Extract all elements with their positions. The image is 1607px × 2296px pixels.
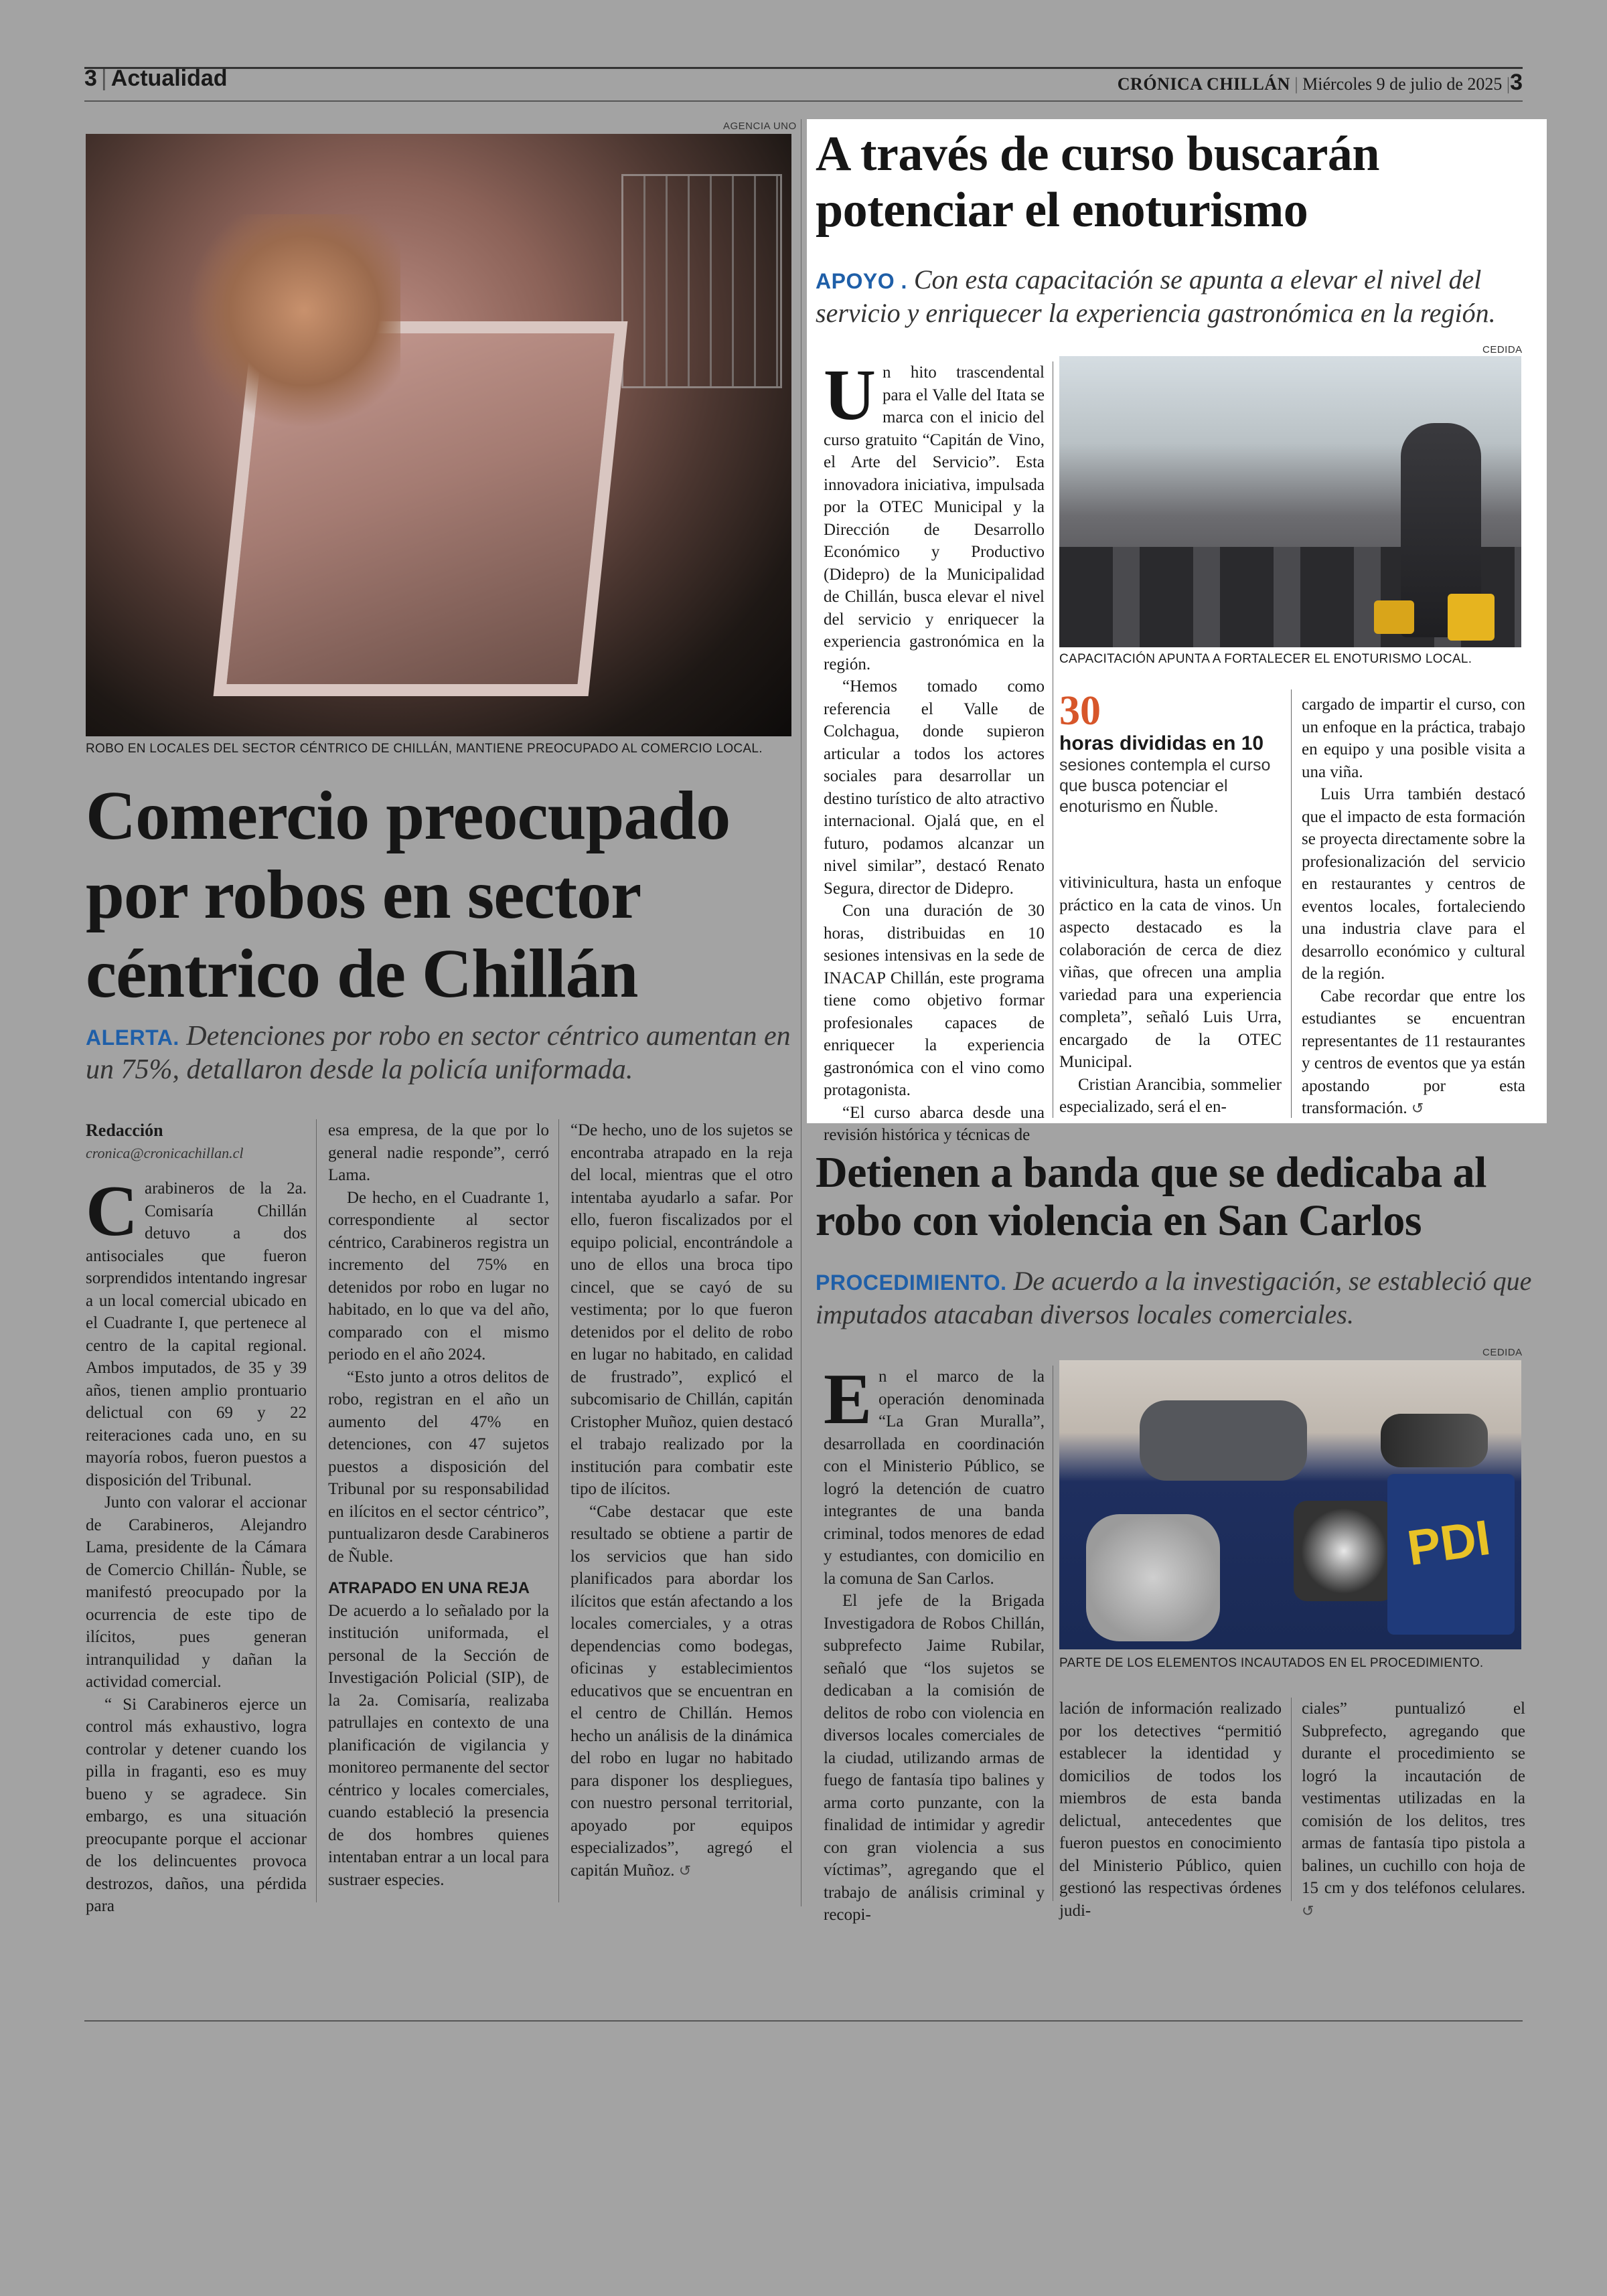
- paragraph: De acuerdo a lo señalado por la institución uniformada, el personal de la Sección de Investigación Policial (SIP), de la 2a. Comisaría, realizaba patrullajes en contexto de una planificación de vigilancia y monitoreo permanente del sector céntrico y locales comerciales, cuando estableció la presencia de dos hombres quienes intentaban entrar a un local para sustraer especies.: [328, 1601, 549, 1889]
- subheading: ATRAPADO EN UNA REJA: [328, 1579, 530, 1597]
- paragraph: lación de información realizado por los detectives “permitió establecer la identidad y domicilios de todos los miembros de esta banda delictual, antecedentes que fueron puestos en conocimiento del Ministerio Público, quien gestionó las respectivas órdenes judi-: [1059, 1700, 1282, 1920]
- page-number-right: 3: [1510, 70, 1523, 95]
- photo-credit: CEDIDA: [1482, 1347, 1523, 1358]
- paragraph-text: “Cabe destacar que este resultado se obtiene a partir de los servicios que han sido planificados para abordar los ilícitos que están afectando a los locales comerciales, y a otras dependencias como bodegas, oficinas y establecimientos educativos que se encuentran en el centro de Chillán. Hemos hecho un análisis de la dinámica del robo en lugar no habitado para disponer los despliegues, con nuestro personal territorial, apoyado por equipos especializados”, agregó el capitán Muñoz.: [570, 1502, 793, 1880]
- paragraph: Cristian Arancibia, sommelier especializado, será el en-: [1059, 1075, 1282, 1116]
- paragraph: cargado de impartir el curso, con un enfoque en la práctica, trabajo en equipo y una posible visita a una viña.: [1302, 695, 1525, 781]
- article-headline: Detienen a banda que se dedicaba al robo con violencia en San Carlos: [816, 1148, 1486, 1245]
- end-mark-icon: ↺: [1411, 1100, 1424, 1117]
- byline: Redacción: [86, 1121, 163, 1140]
- article-column-3: [1302, 693, 1525, 1120]
- paragraph: “De hecho, uno de los sujetos se encontraba atrapado en la reja del local, mientras que el otro intentaba ayudarlo a safar. Por ello, fueron fiscalizados por el equipo policial, encontrándole a uno de ellos una broca tipo cincel, que se cayó de su vestimenta; por lo que fueron detenidos por el delito de robo en lugar no habitado, en calidad de frustrado”, explicó el subcomisario de Chillán, capitán Cristopher Muñoz, quien destacó el trabajo realizado por la institución para combatir este tipo de ilícitos.: [570, 1121, 793, 1498]
- paragraph: “ Si Carabineros ejerce un control más exhaustivo, logra controlar y detener cuando los pilla in fraganti, eso es muy bueno y se agradece. Sin embargo, es una situación preocupante porque el accionar de los delincuentes provoca destrozos, daños, una pérdida para: [86, 1695, 307, 1915]
- stat-box: [1059, 689, 1287, 817]
- article-column-1: [824, 1360, 1045, 1926]
- lead-kicker: PROCEDIMIENTO.: [816, 1270, 1007, 1295]
- column-rule: [1291, 1698, 1292, 1901]
- article-lead: [816, 264, 1532, 329]
- byline-email: cronica@cronicachillan.cl: [86, 1144, 244, 1161]
- paragraph: [570, 1501, 793, 1882]
- column-rule: [1291, 689, 1292, 1118]
- paper-name: CRÓNICA CHILLÁN: [1117, 74, 1290, 94]
- article-photo-freezer: [86, 134, 791, 736]
- drop-cap: E: [824, 1360, 872, 1439]
- paragraph: De hecho, en el Cuadrante 1, correspondiente al sector céntrico, Carabineros registra un incremento del 75% en detenidos por robo en lugar no habitado, en lo que va del año, comparado con el mismo periodo en el año 2024.: [328, 1188, 549, 1364]
- drop-cap: C: [86, 1171, 138, 1251]
- photo-caption: PARTE DE LOS ELEMENTOS INCAUTADOS EN EL PROCEDIMIENTO.: [1059, 1656, 1484, 1670]
- page-number-left: 3: [84, 66, 97, 91]
- paragraph: “Esto junto a otros delitos de robo, registran en el año un aumento del 47% en detenciones, con 47 sujetos puestos a disposición del Tribunal por su responsabilidad en ilícitos en el sector céntrico”, puntualizaron desde Carabineros de Ñuble.: [328, 1368, 549, 1566]
- paragraph: Luis Urra también destacó que el impacto de esta formación se proyecta directamente sobre la profesionalización del servicio en restaurantes y centros de eventos locales, fortaleciendo una industria clave para el desarrollo económico y cultural de la región.: [1302, 785, 1525, 983]
- stat-number: 30: [1059, 688, 1101, 734]
- header-top-rule: [84, 67, 1523, 69]
- stat-title: horas divididas en 10: [1059, 732, 1264, 754]
- header-bottom-rule: [84, 100, 1523, 102]
- drop-cap: U: [824, 355, 876, 435]
- paragraph: vitivinicultura, hasta un enfoque práctico en la cata de vinos. Un aspecto destacado es la colaboración de cerca de diez viñas, que ofrecen una amplia variedad para una experiencia completa”, señaló Luis Urra, encargado de la OTEC Municipal.: [1059, 874, 1282, 1071]
- article-column-2: [1059, 1698, 1282, 1922]
- paragraph-text: Cabe recordar que entre los estudiantes se encuentran representantes de 11 restaurantes y centros de eventos que ya están apostando por esta transformación.: [1302, 987, 1525, 1117]
- article-column-1: [86, 1119, 307, 1918]
- photo-credit: CEDIDA: [1482, 344, 1523, 355]
- article-headline: Comercio preocupado por robos en sector céntrico de Chillán: [86, 777, 731, 1012]
- article-column-2: [1059, 872, 1282, 1119]
- paragraph: n hito trascendental para el Valle del Itata se marca con el inicio del curso gratuito “Capitán de Vino, el Arte del Servicio”. Esta innovadora iniciativa, impulsada por la OTEC Municipal y la Dirección de Desarrollo Económico y Productivo (Didepro) de la Municipalidad de Chillán, busca elevar el nivel del servicio y enriquecer la experiencia gastronómica en la región.: [824, 363, 1045, 673]
- article-column-2: [328, 1119, 549, 1891]
- end-mark-icon: ↺: [1302, 1902, 1314, 1919]
- article-lead: [816, 1265, 1532, 1331]
- article-photo-seized-items: [1059, 1360, 1521, 1649]
- article-lead: [86, 1020, 795, 1086]
- stat-description: sesiones contempla el curso que busca potenciar el enoturismo en Ñuble.: [1059, 756, 1271, 816]
- article-column-3: [1302, 1698, 1525, 1922]
- paragraph: Con una duración de 30 horas, distribuidas en 10 sesiones intensivas en la sede de INACAP Chillán, este programa tiene como objetivo formar profesionales capaces de enriquecer la experiencia gastronómica con el vino como protagonista.: [824, 902, 1045, 1099]
- issue-date: Miércoles 9 de julio de 2025: [1302, 74, 1503, 94]
- lead-text: Detenciones por robo en sector céntrico aumentan en un 75%, detallaron desde la policía uniformada.: [86, 1021, 791, 1085]
- section-title: Actualidad: [110, 66, 228, 91]
- paragraph: n el marco de la operación denominada “La Gran Muralla”, desarrollada en coordinación con el Ministerio Público, se logró la detención de cuatro integrantes de una banda criminal, todos menores de edad y estudiantes, con domicilio en la comuna de San Carlos.: [824, 1368, 1045, 1588]
- column-rule: [316, 1119, 317, 1902]
- article-column-3: [570, 1119, 793, 1882]
- lead-kicker: ALERTA.: [86, 1026, 179, 1050]
- article-headline: A través de curso buscarán potenciar el enoturismo: [816, 127, 1380, 238]
- photo-credit: AGENCIA UNO: [723, 120, 797, 132]
- paragraph: esa empresa, de la que por lo general nadie responde”, cerró Lama.: [328, 1121, 549, 1184]
- lead-kicker: APOYO .: [816, 269, 907, 293]
- lead-text: Con esta capacitación se apunta a elevar el nivel del servicio y enriquecer la experiencia gastronómica en la región.: [816, 264, 1496, 328]
- paragraph: arabineros de la 2a. Comisaría Chillán detuvo a dos antisociales que fueron sorprendidos intentando ingresar a un local comercial ubicado en el Cuadrante I, que pertenece al centro de la capital regional. Ambos imputados, de 35 y 39 años, tienen amplio prontuario delictual con 69 y 22 reiteraciones cada uno, en su mayoría robos, fueron puestos a disposición del Tribunal.: [86, 1179, 307, 1489]
- column-rule: [558, 1119, 559, 1902]
- pdi-logo: PDI: [1403, 1509, 1494, 1576]
- paragraph: El jefe de la Brigada Investigadora de Robos Chillán, subprefecto Jaime Rubilar, señaló que “los sujetos se dedicaban a la comisión de delitos de robo con violencia en diversos locales comerciales de la ciudad, utilizando armas de fuego de fantasía tipo balines y arma corto punzante, con la finalidad de intimidar y agredir con gran violencia a sus víctimas”, agregando que el trabajo de análisis criminal y recopi-: [824, 1592, 1045, 1924]
- page-header-right: CRÓNICA CHILLÁN | Miércoles 9 de julio de 2025 |3: [1117, 70, 1523, 95]
- lead-text: De acuerdo a la investigación, se estableció que imputados atacaban diversos locales comerciales.: [816, 1266, 1532, 1329]
- paragraph: “Hemos tomado como referencia el Valle de Colchagua, donde supieron articular a todos los actores sociales para desarrollar un destino turístico de alto atractivo internacional. Ojalá que, en el futuro, podamos alcanzar un nivel similar”, destacó Renato Segura, director de Didepro.: [824, 677, 1045, 898]
- page-header-left: 3 | Actualidad: [84, 66, 228, 91]
- paragraph: [1302, 985, 1525, 1120]
- article-column-1: [824, 355, 1045, 1147]
- paragraph: “El curso abarca desde una revisión histórica y técnicas de: [824, 1103, 1045, 1144]
- article-photo-classroom: [1059, 356, 1521, 647]
- paragraph: ciales” puntualizó el Subprefecto, agregando que durante el procedimiento se logró la incautación de vestimentas utilizadas en la comisión de los delitos, tres armas de fantasía tipo pistola a balines, un cuchillo con hoja de 15 cm y dos teléfonos celulares.: [1302, 1700, 1525, 1897]
- footer-rule: [84, 2020, 1523, 2022]
- paragraph: Junto con valorar el accionar de Carabineros, Alejandro Lama, presidente de la Cámara de Comercio Chillán- Ñuble, se manifestó preocupado por la ocurrencia de este tipo de ilícitos, pues generan intranquilidad y dañan la actividad comercial.: [86, 1493, 307, 1691]
- end-mark-icon: ↺: [678, 1862, 692, 1879]
- photo-caption: CAPACITACIÓN APUNTA A FORTALECER EL ENOTURISMO LOCAL.: [1059, 652, 1472, 666]
- photo-caption: ROBO EN LOCALES DEL SECTOR CÉNTRICO DE CHILLÁN, MANTIENE PREOCUPADO AL COMERCIO LOCAL.: [86, 742, 763, 756]
